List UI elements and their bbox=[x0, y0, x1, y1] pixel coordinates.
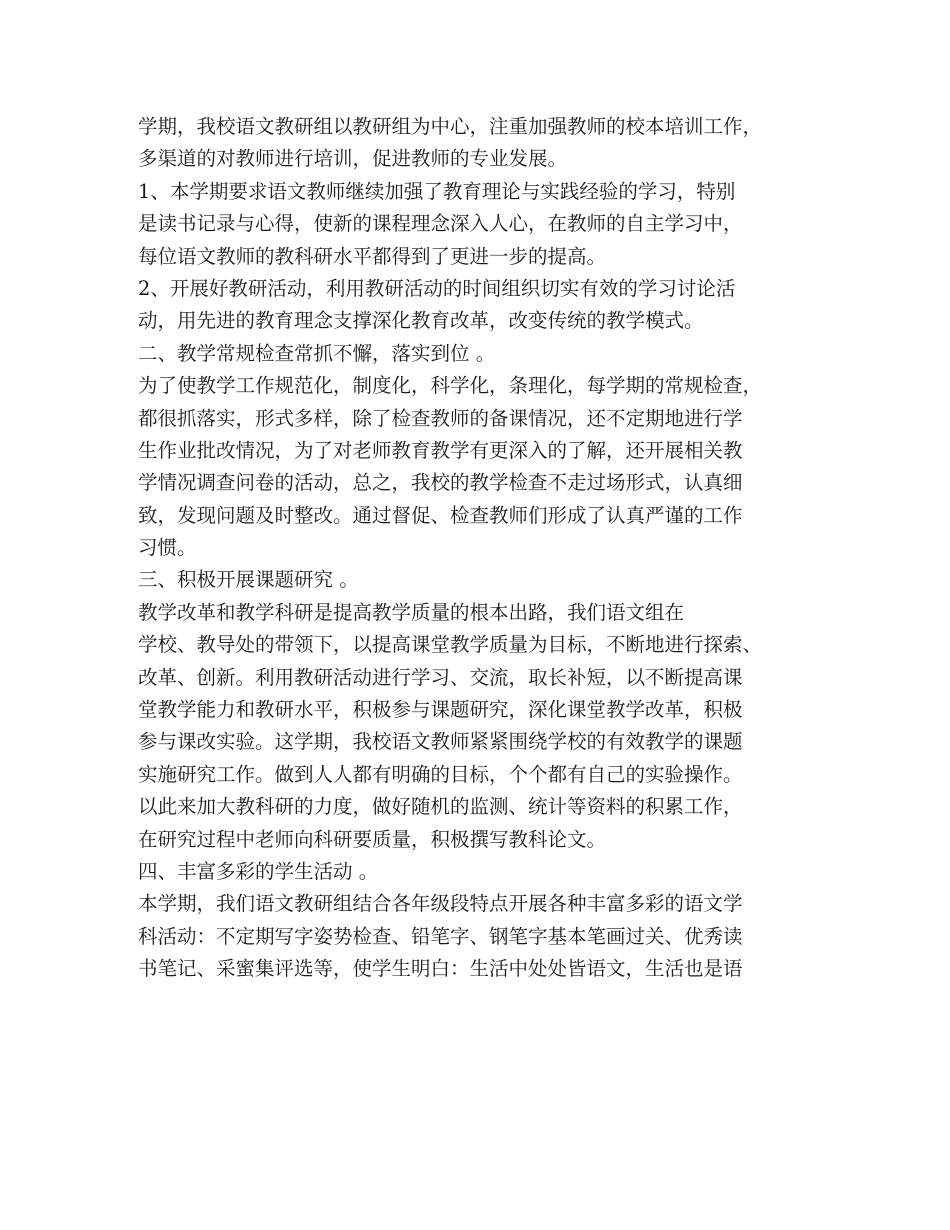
text-line: 致，发现问题及时整改。通过督促、检查教师们形成了认真严谨的工作 bbox=[138, 503, 743, 527]
text-line: 动，用先进的教育理念支撑深化教育改革，改变传统的教学模式。 bbox=[138, 309, 704, 333]
text-line: 是读书记录与心得，使新的课程理念深入人心，在教师的自主学习中， bbox=[138, 212, 743, 236]
text-line: 本学期，我们语文教研组结合各年级段特点开展各种丰富多彩的语文学 bbox=[138, 892, 743, 916]
text-line: 堂教学能力和教研水平，积极参与课题研究，深化课堂教学改革，积极 bbox=[138, 698, 743, 722]
text-line: 2、开展好教研活动，利用教研活动的时间组织切实有效的学习讨论活 bbox=[138, 276, 736, 300]
text-line: 科活动：不定期写字姿势检查、铅笔字、钢笔字基本笔画过关、优秀读 bbox=[138, 924, 743, 948]
text-line: 以此来加大教科研的力度，做好随机的监测、统计等资料的积累工作， bbox=[138, 795, 743, 819]
text-line: 书笔记、采蜜集评选等，使学生明白：生活中处处皆语文，生活也是语 bbox=[138, 957, 743, 981]
text-line: 每位语文教师的教科研水平都得到了更进一步的提高。 bbox=[138, 244, 607, 268]
text-line: 1、本学期要求语文教师继续加强了教育理论与实践经验的学习，特别 bbox=[138, 179, 736, 203]
text-line: 学期，我校语文教研组以教研组为中心，注重加强教师的校本培训工作， bbox=[138, 115, 763, 138]
text-line: 多渠道的对教师进行培训，促进教师的专业发展。 bbox=[138, 147, 568, 171]
text-line: 教学改革和教学科研是提高教学质量的根本出路，我们语文组在 bbox=[138, 600, 685, 624]
text-line: 改革、创新。利用教研活动进行学习、交流，取长补短，以不断提高课 bbox=[138, 665, 743, 689]
text-line: 学校、教导处的带领下，以提高课堂教学质量为目标，不断地进行探索、 bbox=[138, 633, 763, 657]
section-heading: 四、丰富多彩的学生活动 。 bbox=[138, 859, 379, 883]
text-line: 习惯。 bbox=[138, 536, 197, 560]
text-line: 为了使教学工作规范化，制度化，科学化，条理化，每学期的常规检查， bbox=[138, 374, 763, 398]
section-heading: 三、积极开展课题研究 。 bbox=[138, 568, 359, 592]
text-line: 实施研究工作。做到人人都有明确的目标，个个都有自己的实验操作。 bbox=[138, 762, 743, 786]
section-heading: 二、教学常规检查常抓不懈，落实到位 。 bbox=[138, 341, 496, 365]
text-line: 学情况调查问卷的活动，总之，我校的教学检查不走过场形式，认真细 bbox=[138, 471, 743, 495]
text-line: 都很抓落实，形式多样，除了检查教师的备课情况，还不定期地进行学 bbox=[138, 406, 743, 430]
text-line: 生作业批改情况，为了对老师教育教学有更深入的了解，还开展相关教 bbox=[138, 438, 743, 462]
text-line: 在研究过程中老师向科研要质量，积极撰写教科论文。 bbox=[138, 827, 607, 851]
text-line: 参与课改实验。这学期，我校语文教师紧紧围绕学校的有效教学的课题 bbox=[138, 730, 743, 754]
document-body bbox=[138, 111, 838, 986]
